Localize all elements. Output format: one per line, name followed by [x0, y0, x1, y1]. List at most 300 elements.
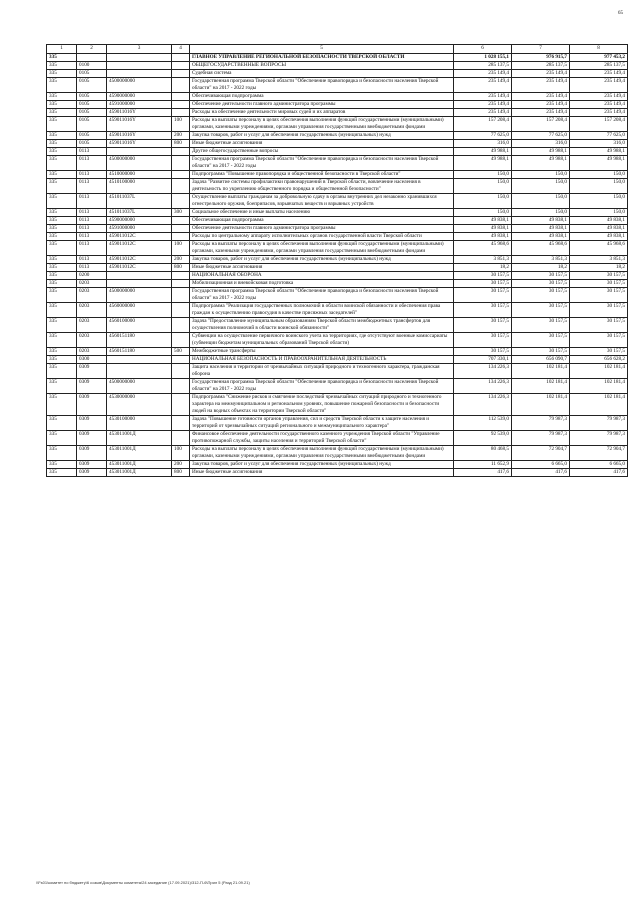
- amount-year2-cell: 150,0: [512, 179, 570, 194]
- section-code-cell: 0203: [77, 348, 107, 356]
- amount-year3-cell: 30 157,5: [570, 272, 628, 280]
- table-row: [47, 241, 628, 256]
- section-code-cell: 0113: [77, 256, 107, 264]
- header-cell: 4: [172, 45, 190, 54]
- description-cell: Обеспечивающая подпрограмма: [190, 217, 454, 225]
- amount-year2-cell: 49 988,1: [512, 156, 570, 171]
- target-article-cell: 4560100000: [107, 318, 172, 333]
- table-row: [47, 256, 628, 264]
- target-article-cell: [107, 280, 172, 288]
- admin-code-cell: 335: [47, 78, 77, 93]
- amount-year1-cell: 49 988,1: [454, 148, 512, 156]
- admin-code-cell: 335: [47, 280, 77, 288]
- table-row: [47, 288, 628, 303]
- admin-code-cell: 335: [47, 156, 77, 171]
- description-cell: Субвенции на осуществление первичного воинского учета на территориях, где отсутствуют военные комиссариаты (субвенции бюджетам муниципальных образований Тверской области): [190, 333, 454, 348]
- target-article-cell: [107, 70, 172, 78]
- target-article-cell: 459011012С: [107, 264, 172, 272]
- expense-type-cell: [172, 148, 190, 156]
- description-cell: НАЦИОНАЛЬНАЯ ОБОРОНА: [190, 272, 454, 280]
- description-cell: Расходы на обеспечение деятельности мировых судей и их аппаратов: [190, 109, 454, 117]
- amount-year2-cell: 150,0: [512, 171, 570, 179]
- description-cell: НАЦИОНАЛЬНАЯ БЕЗОПАСНОСТЬ И ПРАВООХРАНИТЕЛЬНАЯ ДЕЯТЕЛЬНОСТЬ: [190, 356, 454, 364]
- amount-year3-cell: 30 157,5: [570, 348, 628, 356]
- amount-year2-cell: 235 149,4: [512, 101, 570, 109]
- expense-type-cell: 200: [172, 132, 190, 140]
- expense-type-cell: [172, 78, 190, 93]
- section-code-cell: 0113: [77, 194, 107, 209]
- admin-code-cell: 335: [47, 54, 77, 62]
- amount-year1-cell: 134 226,3: [454, 364, 512, 379]
- amount-year1-cell: 11 652,9: [454, 461, 512, 469]
- amount-year1-cell: 235 149,4: [454, 70, 512, 78]
- amount-year3-cell: 235 149,4: [570, 70, 628, 78]
- description-cell: Другие общегосударственные вопросы: [190, 148, 454, 156]
- amount-year1-cell: 707 330,1: [454, 356, 512, 364]
- description-cell: Задача "Развитие системы профилактики правонарушений в Тверской области, вовлечение населения в деятельность по укреплению общественного порядка и общественной безопасности": [190, 179, 454, 194]
- amount-year2-cell: 30 157,5: [512, 318, 570, 333]
- amount-year3-cell: 6 665,0: [570, 461, 628, 469]
- expense-type-cell: [172, 379, 190, 394]
- expense-type-cell: 100: [172, 117, 190, 132]
- target-article-cell: 4560151180: [107, 348, 172, 356]
- amount-year2-cell: 18,2: [512, 264, 570, 272]
- amount-year1-cell: 18,2: [454, 264, 512, 272]
- table-row: [47, 461, 628, 469]
- table-row: [47, 348, 628, 356]
- table-row: [47, 303, 628, 318]
- amount-year3-cell: 150,0: [570, 179, 628, 194]
- table-row: [47, 416, 628, 431]
- expense-type-cell: [172, 70, 190, 78]
- amount-year2-cell: 30 157,5: [512, 288, 570, 303]
- expense-type-cell: 200: [172, 461, 190, 469]
- section-code-cell: 0309: [77, 431, 107, 446]
- amount-year3-cell: 30 157,5: [570, 288, 628, 303]
- target-article-cell: [107, 356, 172, 364]
- expense-type-cell: [172, 303, 190, 318]
- admin-code-cell: 335: [47, 364, 77, 379]
- amount-year3-cell: 157 208,4: [570, 117, 628, 132]
- table-row: [47, 379, 628, 394]
- amount-year2-cell: 150,0: [512, 194, 570, 209]
- admin-code-cell: 335: [47, 117, 77, 132]
- amount-year2-cell: 79 987,3: [512, 416, 570, 431]
- section-code-cell: 0105: [77, 109, 107, 117]
- expense-type-cell: [172, 288, 190, 303]
- description-cell: Защита населения и территории от чрезвычайных ситуаций природного и техногенного характера, гражданская оборона: [190, 364, 454, 379]
- amount-year1-cell: 30 157,5: [454, 272, 512, 280]
- header-row: [47, 45, 628, 54]
- amount-year2-cell: 30 157,5: [512, 280, 570, 288]
- admin-code-cell: 335: [47, 148, 77, 156]
- expense-type-cell: [172, 272, 190, 280]
- amount-year3-cell: 150,0: [570, 171, 628, 179]
- section-code-cell: 0113: [77, 217, 107, 225]
- amount-year1-cell: 285 137,5: [454, 62, 512, 70]
- table-row: [47, 280, 628, 288]
- table-row: [47, 70, 628, 78]
- table-row: [47, 469, 628, 477]
- amount-year1-cell: 49 838,1: [454, 233, 512, 241]
- target-article-cell: 4510100000: [107, 179, 172, 194]
- amount-year3-cell: 49 988,1: [570, 148, 628, 156]
- amount-year3-cell: 3 851,3: [570, 256, 628, 264]
- admin-code-cell: 335: [47, 272, 77, 280]
- amount-year1-cell: 157 208,4: [454, 117, 512, 132]
- amount-year1-cell: 30 157,5: [454, 288, 512, 303]
- amount-year3-cell: 316,0: [570, 140, 628, 148]
- amount-year2-cell: 235 149,4: [512, 109, 570, 117]
- table-row: [47, 209, 628, 217]
- amount-year3-cell: 235 149,4: [570, 78, 628, 93]
- section-code-cell: 0113: [77, 148, 107, 156]
- table-row: [47, 117, 628, 132]
- target-article-cell: [107, 272, 172, 280]
- description-cell: Подпрограмма "Снижение рисков и смягчение последствий чрезвычайных ситуаций природного и техногенного характера на межмуниципальном и региональном уровнях, повышение пожарной безопасности и безопасности людей на водных объектах на территории Тверской области": [190, 394, 454, 416]
- amount-year1-cell: 235 149,4: [454, 78, 512, 93]
- target-article-cell: 4530000000: [107, 394, 172, 416]
- target-article-cell: 453011001Д: [107, 461, 172, 469]
- amount-year2-cell: 3 851,3: [512, 256, 570, 264]
- admin-code-cell: 335: [47, 394, 77, 416]
- table-row: [47, 93, 628, 101]
- description-cell: Расходы на выплаты персоналу в целях обеспечения выполнения функций государственными (муниципальными) органами, казенными учреждениями, органами управления государственными внебюджетными фондами: [190, 117, 454, 132]
- amount-year1-cell: 49 988,1: [454, 156, 512, 171]
- header-cell: 8: [570, 45, 628, 54]
- amount-year1-cell: 30 157,5: [454, 318, 512, 333]
- target-article-cell: 4591000000: [107, 225, 172, 233]
- amount-year2-cell: 49 838,1: [512, 217, 570, 225]
- target-article-cell: 459011012С: [107, 233, 172, 241]
- description-cell: Расходы на выплаты персоналу в целях обеспечения выполнения функций государственными (муниципальными) органами, казенными учреждениями, органами управления государственными внебюджетными фондами: [190, 446, 454, 461]
- table-row: [47, 225, 628, 233]
- description-cell: Задача "Повышение готовности органов управления, сил и средств Тверской области к защите населения и территорий от чрезвычайных ситуаций регионального и межмуниципального характера": [190, 416, 454, 431]
- header-cell: 2: [77, 45, 107, 54]
- section-code-cell: 0113: [77, 225, 107, 233]
- admin-code-cell: 335: [47, 62, 77, 70]
- section-code-cell: [77, 54, 107, 62]
- target-article-cell: 451011037L: [107, 194, 172, 209]
- expense-type-cell: [172, 179, 190, 194]
- budget-table: [46, 44, 628, 477]
- expense-type-cell: [172, 280, 190, 288]
- amount-year3-cell: 102 181,4: [570, 394, 628, 416]
- expense-type-cell: 300: [172, 209, 190, 217]
- section-code-cell: 0105: [77, 117, 107, 132]
- description-cell: Государственная программа Тверской области "Обеспечение правопорядка и безопасности населения Тверской области" на 2017 - 2022 годы: [190, 78, 454, 93]
- table-row: [47, 264, 628, 272]
- amount-year2-cell: 102 181,4: [512, 364, 570, 379]
- table-row: [47, 132, 628, 140]
- admin-code-cell: 335: [47, 303, 77, 318]
- amount-year3-cell: 285 137,5: [570, 62, 628, 70]
- admin-code-cell: 335: [47, 171, 77, 179]
- admin-code-cell: 335: [47, 140, 77, 148]
- section-code-cell: 0203: [77, 280, 107, 288]
- amount-year1-cell: 3 851,3: [454, 256, 512, 264]
- description-cell: Иные бюджетные ассигнования: [190, 140, 454, 148]
- amount-year1-cell: 150,0: [454, 209, 512, 217]
- expense-type-cell: 800: [172, 140, 190, 148]
- amount-year2-cell: 49 838,1: [512, 225, 570, 233]
- section-code-cell: 0200: [77, 272, 107, 280]
- table-row: [47, 446, 628, 461]
- expense-type-cell: [172, 356, 190, 364]
- table-row: [47, 217, 628, 225]
- amount-year2-cell: 30 157,5: [512, 272, 570, 280]
- expense-type-cell: 100: [172, 241, 190, 256]
- table-row: [47, 156, 628, 171]
- amount-year3-cell: 79 987,3: [570, 416, 628, 431]
- amount-year3-cell: 72 904,7: [570, 446, 628, 461]
- amount-year3-cell: 102 181,4: [570, 364, 628, 379]
- table-row: [47, 194, 628, 209]
- admin-code-cell: 335: [47, 333, 77, 348]
- amount-year2-cell: 235 149,4: [512, 93, 570, 101]
- expense-type-cell: [172, 156, 190, 171]
- target-article-cell: [107, 148, 172, 156]
- amount-year1-cell: 45 968,6: [454, 241, 512, 256]
- section-code-cell: 0113: [77, 209, 107, 217]
- expense-type-cell: [172, 109, 190, 117]
- description-cell: Государственная программа Тверской области "Обеспечение правопорядка и безопасности населения Тверской области" на 2017 - 2022 годы: [190, 288, 454, 303]
- amount-year3-cell: 235 149,4: [570, 109, 628, 117]
- table-row: [47, 101, 628, 109]
- amount-year1-cell: 134 226,3: [454, 394, 512, 416]
- amount-year1-cell: 150,0: [454, 179, 512, 194]
- expense-type-cell: [172, 318, 190, 333]
- target-article-cell: 4510000000: [107, 171, 172, 179]
- description-cell: Социальное обеспечение и иные выплаты населению: [190, 209, 454, 217]
- amount-year3-cell: 417,6: [570, 469, 628, 477]
- amount-year1-cell: 30 157,5: [454, 333, 512, 348]
- amount-year2-cell: 102 181,4: [512, 379, 570, 394]
- section-code-cell: 0309: [77, 416, 107, 431]
- amount-year1-cell: 30 157,5: [454, 280, 512, 288]
- amount-year2-cell: 656 090,7: [512, 356, 570, 364]
- description-cell: Обеспечение деятельности главного администратора программы: [190, 225, 454, 233]
- section-code-cell: 0309: [77, 446, 107, 461]
- description-cell: Задача "Предоставление муниципальным образованиям Тверской области межбюджетных трансфертов для осуществления полномочий в области воинской обязанности": [190, 318, 454, 333]
- target-article-cell: 459011012С: [107, 241, 172, 256]
- header-cell: 3: [107, 45, 172, 54]
- section-code-cell: 0309: [77, 469, 107, 477]
- section-code-cell: 0113: [77, 156, 107, 171]
- amount-year2-cell: 30 157,5: [512, 303, 570, 318]
- amount-year2-cell: 235 149,4: [512, 78, 570, 93]
- admin-code-cell: 335: [47, 461, 77, 469]
- section-code-cell: 0300: [77, 356, 107, 364]
- amount-year3-cell: 30 157,5: [570, 318, 628, 333]
- section-code-cell: 0113: [77, 171, 107, 179]
- admin-code-cell: 335: [47, 93, 77, 101]
- target-article-cell: 4500000000: [107, 78, 172, 93]
- target-article-cell: 4591000000: [107, 101, 172, 109]
- target-article-cell: 459011012С: [107, 256, 172, 264]
- amount-year2-cell: 285 137,5: [512, 62, 570, 70]
- amount-year2-cell: 976 915,7: [512, 54, 570, 62]
- description-cell: Обеспечивающая подпрограмма: [190, 93, 454, 101]
- target-article-cell: 459011016Y: [107, 140, 172, 148]
- expense-type-cell: 800: [172, 264, 190, 272]
- expense-type-cell: [172, 62, 190, 70]
- admin-code-cell: 335: [47, 70, 77, 78]
- amount-year3-cell: 102 181,4: [570, 379, 628, 394]
- description-cell: ОБЩЕГОСУДАРСТВЕННЫЕ ВОПРОСЫ: [190, 62, 454, 70]
- expense-type-cell: [172, 93, 190, 101]
- admin-code-cell: 335: [47, 233, 77, 241]
- admin-code-cell: 335: [47, 318, 77, 333]
- target-article-cell: 4590000000: [107, 217, 172, 225]
- description-cell: Государственная программа Тверской области "Обеспечение правопорядка и безопасности населения Тверской области" на 2017 - 2022 годы: [190, 156, 454, 171]
- admin-code-cell: 335: [47, 217, 77, 225]
- amount-year2-cell: 72 904,7: [512, 446, 570, 461]
- amount-year1-cell: 417,6: [454, 469, 512, 477]
- expense-type-cell: 100: [172, 446, 190, 461]
- admin-code-cell: 335: [47, 356, 77, 364]
- target-article-cell: 459011016Y: [107, 117, 172, 132]
- description-cell: Подпрограмма "Повышение правопорядка и общественной безопасности в Тверской области": [190, 171, 454, 179]
- header-cell: 5: [190, 45, 454, 54]
- amount-year2-cell: 49 838,1: [512, 233, 570, 241]
- amount-year1-cell: 49 838,1: [454, 217, 512, 225]
- expense-type-cell: [172, 194, 190, 209]
- table-row: [47, 394, 628, 416]
- amount-year1-cell: 134 226,3: [454, 379, 512, 394]
- expense-type-cell: [172, 54, 190, 62]
- amount-year1-cell: 80 468,5: [454, 446, 512, 461]
- amount-year1-cell: 235 149,4: [454, 109, 512, 117]
- amount-year2-cell: 150,0: [512, 209, 570, 217]
- amount-year2-cell: 30 157,5: [512, 348, 570, 356]
- table-row: [47, 431, 628, 446]
- amount-year3-cell: 235 149,4: [570, 93, 628, 101]
- section-code-cell: 0203: [77, 333, 107, 348]
- description-cell: Закупка товаров, работ и услуг для обеспечения государственных (муниципальных) нужд: [190, 256, 454, 264]
- expense-type-cell: [172, 101, 190, 109]
- target-article-cell: 4560151180: [107, 333, 172, 348]
- amount-year2-cell: 417,6: [512, 469, 570, 477]
- section-code-cell: 0100: [77, 62, 107, 70]
- amount-year3-cell: 656 628,2: [570, 356, 628, 364]
- amount-year2-cell: 6 665,0: [512, 461, 570, 469]
- expense-type-cell: [172, 416, 190, 431]
- header-cell: 1: [47, 45, 77, 54]
- target-article-cell: [107, 364, 172, 379]
- table-row: [47, 233, 628, 241]
- amount-year3-cell: 45 968,6: [570, 241, 628, 256]
- section-code-cell: 0113: [77, 233, 107, 241]
- description-cell: Закупка товаров, работ и услуг для обеспечения государственных (муниципальных) нужд: [190, 132, 454, 140]
- description-cell: Иные бюджетные ассигнования: [190, 264, 454, 272]
- expense-type-cell: 200: [172, 256, 190, 264]
- section-code-cell: 0203: [77, 318, 107, 333]
- amount-year3-cell: 49 838,1: [570, 225, 628, 233]
- amount-year3-cell: 79 987,3: [570, 431, 628, 446]
- description-cell: Расходы по центральному аппарату исполнительных органов государственной власти Тверской области: [190, 233, 454, 241]
- amount-year2-cell: 157 208,4: [512, 117, 570, 132]
- table-row: [47, 272, 628, 280]
- section-code-cell: 0113: [77, 241, 107, 256]
- footer-file-path: \\Fs01\комитет по бюджету\6 созыв\Документы комитета\24 заседание (17.09.2021)\312-П-6\Прил 5 (Разд 21.09.21): [36, 880, 250, 885]
- expense-type-cell: [172, 431, 190, 446]
- amount-year3-cell: 49 988,1: [570, 156, 628, 171]
- table-row: [47, 356, 628, 364]
- amount-year1-cell: 150,0: [454, 194, 512, 209]
- admin-code-cell: 335: [47, 348, 77, 356]
- admin-code-cell: 335: [47, 446, 77, 461]
- amount-year3-cell: 49 838,1: [570, 233, 628, 241]
- header-cell: 6: [454, 45, 512, 54]
- target-article-cell: 4500000000: [107, 288, 172, 303]
- description-cell: ГЛАВНОЕ УПРАВЛЕНИЕ РЕГИОНАЛЬНОЙ БЕЗОПАСНОСТИ ТВЕРСКОЙ ОБЛАСТИ: [190, 54, 454, 62]
- admin-code-cell: 335: [47, 416, 77, 431]
- table-row: [47, 78, 628, 93]
- amount-year1-cell: 92 539,0: [454, 431, 512, 446]
- amount-year3-cell: 30 157,5: [570, 303, 628, 318]
- table-row: [47, 364, 628, 379]
- amount-year2-cell: 102 181,4: [512, 394, 570, 416]
- section-code-cell: 0105: [77, 101, 107, 109]
- page-number: 65: [618, 11, 623, 16]
- target-article-cell: 4590000000: [107, 93, 172, 101]
- amount-year3-cell: 235 149,4: [570, 101, 628, 109]
- admin-code-cell: 335: [47, 109, 77, 117]
- amount-year2-cell: 79 987,3: [512, 431, 570, 446]
- description-cell: Осуществление выплаты гражданам за добровольную сдачу в органы внутренних дел незаконно хранившихся огнестрельного оружия, боеприпасов, взрывчатых веществ и взрывных устройств: [190, 194, 454, 209]
- section-code-cell: 0105: [77, 93, 107, 101]
- table-row: [47, 318, 628, 333]
- expense-type-cell: 500: [172, 348, 190, 356]
- target-article-cell: [107, 62, 172, 70]
- target-article-cell: 459011016Y: [107, 132, 172, 140]
- amount-year2-cell: 49 988,1: [512, 148, 570, 156]
- target-article-cell: 453011001Д: [107, 446, 172, 461]
- admin-code-cell: 335: [47, 379, 77, 394]
- table-row: [47, 54, 628, 62]
- header-cell: 7: [512, 45, 570, 54]
- amount-year1-cell: 150,0: [454, 171, 512, 179]
- expense-type-cell: [172, 217, 190, 225]
- amount-year1-cell: 49 838,1: [454, 225, 512, 233]
- amount-year3-cell: 150,0: [570, 209, 628, 217]
- amount-year3-cell: 49 838,1: [570, 217, 628, 225]
- admin-code-cell: 335: [47, 132, 77, 140]
- description-cell: Обеспечение деятельности главного администратора программы: [190, 101, 454, 109]
- target-article-cell: [107, 54, 172, 62]
- admin-code-cell: 335: [47, 256, 77, 264]
- amount-year1-cell: 77 625,0: [454, 132, 512, 140]
- amount-year2-cell: 77 625,0: [512, 132, 570, 140]
- amount-year1-cell: 30 157,5: [454, 303, 512, 318]
- section-code-cell: 0309: [77, 461, 107, 469]
- amount-year3-cell: 30 157,5: [570, 280, 628, 288]
- amount-year2-cell: 235 149,4: [512, 70, 570, 78]
- amount-year1-cell: 30 157,5: [454, 348, 512, 356]
- admin-code-cell: 335: [47, 264, 77, 272]
- section-code-cell: 0105: [77, 70, 107, 78]
- description-cell: Мобилизационная и вневойсковая подготовка: [190, 280, 454, 288]
- section-code-cell: 0203: [77, 288, 107, 303]
- section-code-cell: 0113: [77, 179, 107, 194]
- admin-code-cell: 335: [47, 225, 77, 233]
- target-article-cell: 451011037L: [107, 209, 172, 217]
- section-code-cell: 0105: [77, 140, 107, 148]
- expense-type-cell: [172, 171, 190, 179]
- admin-code-cell: 335: [47, 241, 77, 256]
- description-cell: Государственная программа Тверской области "Обеспечение правопорядка и безопасности населения Тверской области" на 2017 - 2022 годы: [190, 379, 454, 394]
